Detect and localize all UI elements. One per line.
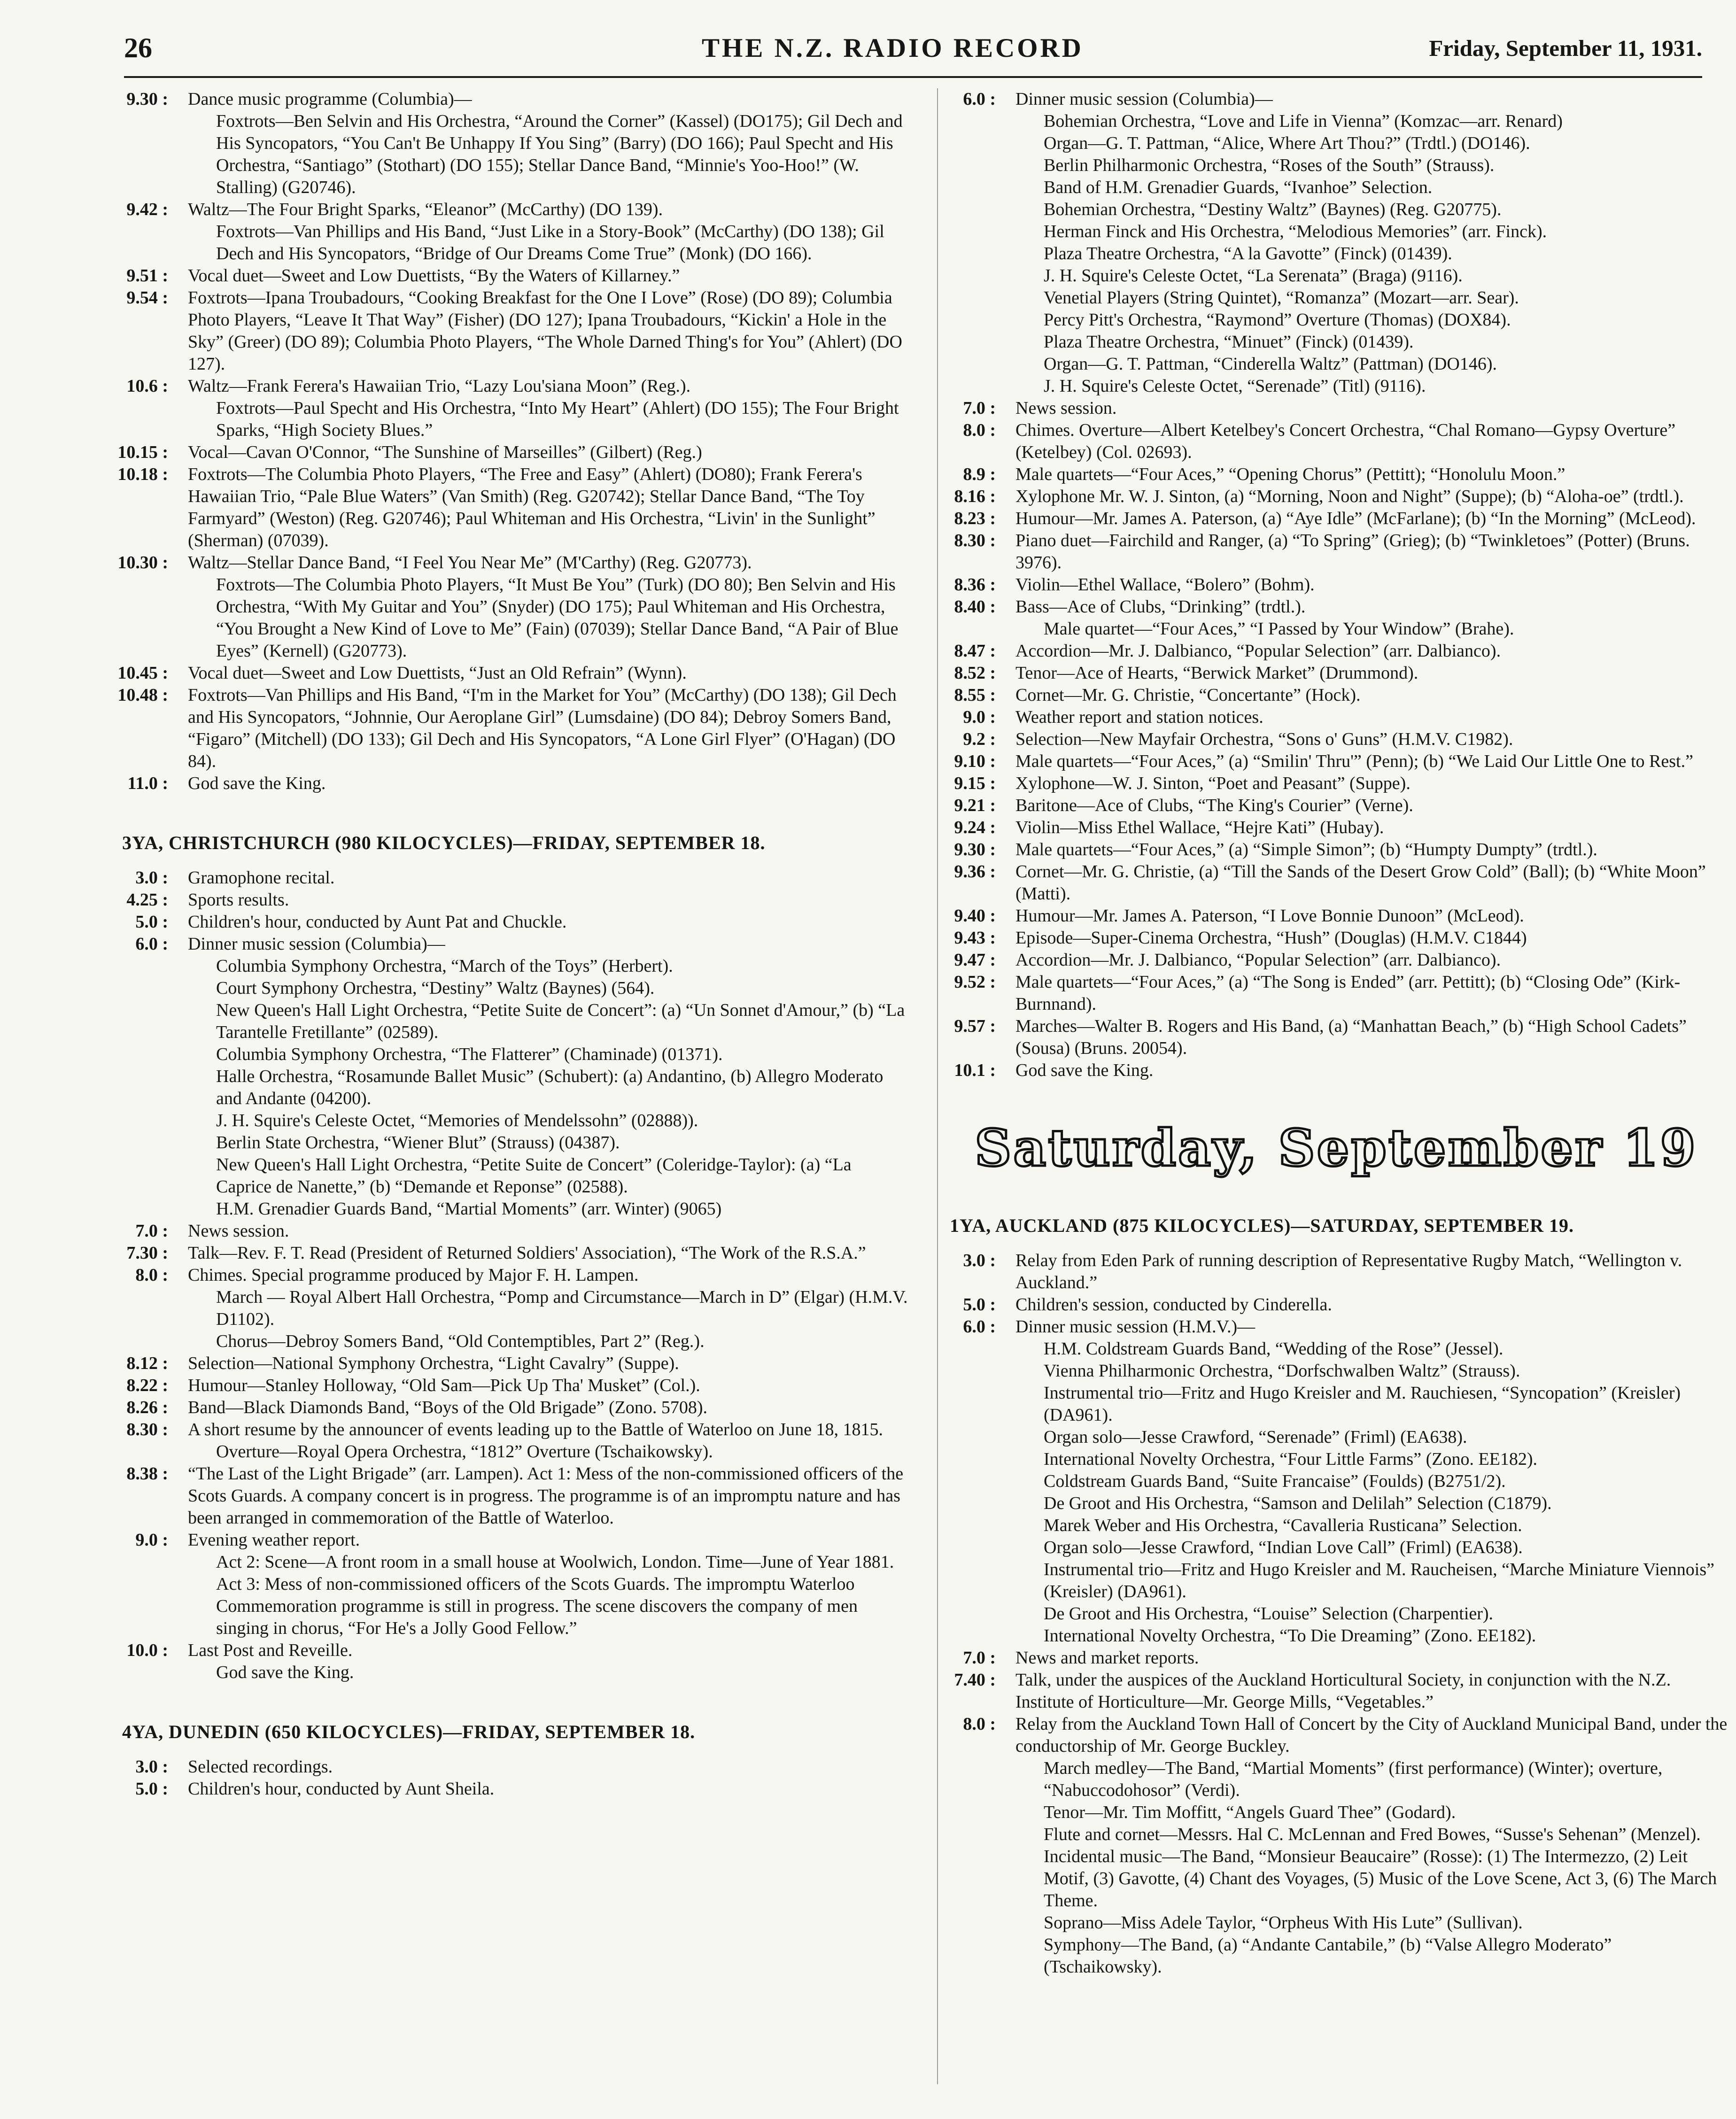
entry-item: Organ—G. T. Pattman, “Cinderella Waltz” (Pattman) (DO146). <box>1044 354 1497 374</box>
entry-time: 8.47 : <box>940 640 996 662</box>
programme-entry <box>113 375 911 441</box>
entry-title: “The Last of the Light Brigade” (arr. Lampen). Act 1: Mess of the non-commissioned officers of the Scots Guards. A company concert is in progress. The programme is of an impromptu nature and has been arranged in commemoration of the Battle of Waterloo. <box>188 1464 904 1528</box>
entry-time: 5.0 : <box>113 1778 168 1800</box>
entry-title: Children's hour, conducted by Aunt Pat and Chuckle. <box>188 912 567 932</box>
entry-item: Vienna Philharmonic Orchestra, “Dorfschwalben Waltz” (Strauss). <box>1044 1361 1520 1381</box>
right-column <box>937 88 1732 2084</box>
entry-title: Relay from Eden Park of running description of Representative Rugby Match, “Wellington v. Auckland.” <box>1015 1251 1682 1292</box>
entry-time: 10.0 : <box>113 1640 168 1662</box>
entry-time: 10.45 : <box>113 662 168 684</box>
entry-title: Dinner music session (Columbia)— <box>188 934 445 954</box>
day-heading: Saturday, September 19 <box>975 1119 1697 1178</box>
entry-time: 6.0 : <box>940 88 996 110</box>
entry-time: 9.54 : <box>113 287 168 309</box>
entry-item: Foxtrots—Ben Selvin and His Orchestra, “Around the Corner” (Kassel) (DO175); Gil Dech and His Syncopators, “You Can't Be Unhappy If You Sing” (Barry) (DO 166); Paul Specht and His Orchestra, “Santiago” (Stothart) (DO 155); Stellar Dance Band, “Minnie's Yoo-Hoo!” (W. Stalling) (G20746). <box>216 111 903 197</box>
entry-time: 9.21 : <box>940 795 996 817</box>
entry-title: Selection—National Symphony Orchestra, “Light Cavalry” (Suppe). <box>188 1353 679 1373</box>
programme-entry <box>113 1778 911 1800</box>
entry-time: 8.12 : <box>113 1353 168 1375</box>
entry-title: Male quartets—“Four Aces,” “Opening Chorus” (Pettitt); “Honolulu Moon.” <box>1015 464 1566 484</box>
entry-time: 8.0 : <box>940 1713 996 1735</box>
programme-entry <box>940 397 1732 419</box>
entry-title: Foxtrots—Van Phillips and His Band, “I'm in the Market for You” (McCarthy) (DO 138); Gil Dech and His Syncopators, “Johnnie, Our Aeroplane Girl” (Lumsdaine) (DO 84); Debroy Somers Band, “Figaro” (Mitchell) (DO 133); Gil Dech and His Syncopators, “A Lone Girl Flyer” (O'Hagan) (DO 84). <box>188 685 897 771</box>
entry-title: Cornet—Mr. G. Christie, (a) “Till the Sands of the Desert Grow Cold” (Ball); (b) “White Moon” (Matti). <box>1015 862 1706 904</box>
entry-time: 8.9 : <box>940 464 996 486</box>
entry-item: Flute and cornet—Messrs. Hal C. McLennan and Fred Bowes, “Susse's Sehenan” (Menzel). <box>1044 1825 1701 1844</box>
programme-entry <box>113 1242 911 1264</box>
programme-entry <box>113 911 911 933</box>
entry-title: Marches—Walter B. Rogers and His Band, (a) “Manhattan Beach,” (b) “High School Cadets” (Sousa) (Bruns. 20054). <box>1015 1016 1687 1058</box>
entry-title: Dinner music session (H.M.V.)— <box>1015 1317 1256 1337</box>
entry-title: News session. <box>188 1221 289 1241</box>
programme-entry <box>113 1756 911 1778</box>
programme-entry <box>940 88 1732 397</box>
entry-item: Instrumental trio—Fritz and Hugo Kreisler and M. Rauchiesen, “Syncopation” (Kreisler) (DA961). <box>1044 1383 1681 1425</box>
entry-item: Foxtrots—Van Phillips and His Band, “Just Like in a Story-Book” (McCarthy) (DO 138); Gil Dech and His Syncopators, “Bridge of Our Dreams Come True” (Monk) (DO 166). <box>216 222 884 263</box>
programme-entry <box>113 1419 911 1463</box>
entry-title: Chimes. Special programme produced by Major F. H. Lampen. <box>188 1265 639 1285</box>
programme-entry <box>940 640 1732 662</box>
entry-item: Bohemian Orchestra, “Destiny Waltz” (Baynes) (Reg. G20775). <box>1044 200 1502 219</box>
entry-item: Bohemian Orchestra, “Love and Life in Vienna” (Komzac—arr. Renard) <box>1044 111 1563 131</box>
entry-item: Court Symphony Orchestra, “Destiny” Waltz (Baynes) (564). <box>216 978 655 998</box>
entry-item: Band of H.M. Grenadier Guards, “Ivanhoe” Selection. <box>1044 178 1433 197</box>
entry-title: Piano duet—Fairchild and Ranger, (a) “To Spring” (Grieg); (b) “Twinkletoes” (Potter) (Bruns. 3976). <box>1015 531 1690 572</box>
entry-item: Chorus—Debroy Somers Band, “Old Contemptibles, Part 2” (Reg.). <box>216 1331 705 1351</box>
entry-title: Gramophone recital. <box>188 868 335 888</box>
programme-entry <box>940 1250 1732 1294</box>
entry-item: Symphony—The Band, (a) “Andante Cantabile,” (b) “Valse Allegro Moderato” (Tschaikowsky). <box>1044 1935 1612 1977</box>
entry-title: Dinner music session (Columbia)— <box>1015 89 1273 109</box>
entry-item: God save the King. <box>216 1663 354 1682</box>
programme-entry <box>940 839 1732 861</box>
programme-entry <box>113 662 911 684</box>
entry-item: International Novelty Orchestra, “Four Little Farms” (Zono. EE182). <box>1044 1449 1538 1469</box>
entry-time: 8.30 : <box>940 530 996 552</box>
entry-time: 8.55 : <box>940 684 996 706</box>
entry-title: Foxtrots—The Columbia Photo Players, “The Free and Easy” (Ahlert) (DO80); Frank Ferera's Hawaiian Trio, “Pale Blue Waters” (Van Smith) (Reg. G20742); Stellar Dance Band, “The Toy Farmyard” (Weston) (Reg. G20746); Paul Whiteman and His Orchestra, “Livin' in the Sunlight” (Sherman) (07039). <box>188 464 876 550</box>
programme-entry <box>940 574 1732 596</box>
entry-title: Selection—New Mayfair Orchestra, “Sons o' Guns” (H.M.V. C1982). <box>1015 729 1513 749</box>
entry-title: Talk, under the auspices of the Auckland Horticultural Society, in conjunction with the N.Z. Institute of Horticulture—Mr. George Mills, “Vegetables.” <box>1015 1670 1671 1712</box>
programme-entry <box>113 1264 911 1353</box>
entry-time: 3.0 : <box>113 1756 168 1778</box>
entry-title: Children's hour, conducted by Aunt Sheila. <box>188 1779 495 1799</box>
entry-title: Dance music programme (Columbia)— <box>188 89 472 109</box>
programme-entry <box>940 750 1732 773</box>
programme-entry <box>940 419 1732 464</box>
programme-entry <box>940 861 1732 905</box>
entry-title: Bass—Ace of Clubs, “Drinking” (trdtl.). <box>1015 597 1306 617</box>
entry-time: 11.0 : <box>113 773 168 795</box>
programme-entry <box>940 773 1732 795</box>
programme-entry <box>940 1294 1732 1316</box>
entry-title: Sports results. <box>188 890 289 910</box>
header-rule <box>124 76 1702 78</box>
entry-time: 9.30 : <box>113 88 168 110</box>
entry-title: Waltz—Frank Ferera's Hawaiian Trio, “Lazy Lou'siana Moon” (Reg.). <box>188 376 691 396</box>
entry-item: De Groot and His Orchestra, “Samson and Delilah” Selection (C1879). <box>1044 1493 1552 1513</box>
programme-entry <box>940 817 1732 839</box>
entry-time: 8.23 : <box>940 508 996 530</box>
entry-item: Organ—G. T. Pattman, “Alice, Where Art Thou?” (Trdtl.) (DO146). <box>1044 133 1530 153</box>
entry-time: 4.25 : <box>113 889 168 911</box>
entry-time: 8.52 : <box>940 662 996 684</box>
entry-time: 6.0 : <box>940 1316 996 1338</box>
entry-item: Organ solo—Jesse Crawford, “Indian Love Call” (Friml) (EA638). <box>1044 1538 1523 1557</box>
entry-time: 8.38 : <box>113 1463 168 1485</box>
entry-time: 3.0 : <box>113 867 168 889</box>
entry-item: International Novelty Orchestra, “To Die Dreaming” (Zono. EE182). <box>1044 1626 1536 1646</box>
programme-entry <box>940 1015 1732 1060</box>
entry-title: God save the King. <box>188 773 326 793</box>
issue-date: Friday, September 11, 1931. <box>1429 35 1702 61</box>
programme-entry <box>940 464 1732 486</box>
entry-item: H.M. Coldstream Guards Band, “Wedding of the Rose” (Jessel). <box>1044 1339 1504 1359</box>
entry-item: Herman Finck and His Orchestra, “Melodious Memories” (arr. Finck). <box>1044 222 1547 241</box>
entry-title: Humour—Mr. James A. Paterson, “I Love Bonnie Dunoon” (McLeod). <box>1015 906 1524 926</box>
station-heading: 4YA, DUNEDIN (650 KILOCYCLES)—FRIDAY, SEPTEMBER 18. <box>122 1721 696 1742</box>
programme-entry <box>940 795 1732 817</box>
entry-item: J. H. Squire's Celeste Octet, “Memories of Mendelssohn” (02888)). <box>216 1111 698 1130</box>
entry-item: New Queen's Hall Light Orchestra, “Petite Suite de Concert”: (a) “Un Sonnet d'Amour,” (b) “La Tarantelle Fretillante” (02589). <box>216 1000 905 1042</box>
publication-title: THE N.Z. RADIO RECORD <box>702 33 1084 63</box>
programme-entry <box>940 971 1732 1015</box>
entry-item: Coldstream Guards Band, “Suite Francaise” (Foulds) (B2751/2). <box>1044 1471 1506 1491</box>
entry-title: Waltz—The Four Bright Sparks, “Eleanor” (McCarthy) (DO 139). <box>188 200 663 219</box>
entry-time: 7.0 : <box>940 1647 996 1669</box>
programme-entry <box>113 1220 911 1242</box>
entry-item: H.M. Grenadier Guards Band, “Martial Moments” (arr. Winter) (9065) <box>216 1199 722 1219</box>
entry-time: 9.47 : <box>940 949 996 971</box>
entry-item: Berlin Philharmonic Orchestra, “Roses of the South” (Strauss). <box>1044 155 1495 175</box>
entry-item: March medley—The Band, “Martial Moments” (first performance) (Winter); overture, “Nabuccodohosor” (Verdi). <box>1044 1758 1663 1800</box>
entry-title: News session. <box>1015 398 1117 418</box>
programme-entry <box>113 1463 911 1529</box>
page-number: 26 <box>124 32 152 63</box>
entry-title: Vocal duet—Sweet and Low Duettists, “By the Waters of Killarney.” <box>188 266 680 286</box>
entry-item: Venetial Players (String Quintet), “Romanza” (Mozart—arr. Sear). <box>1044 288 1519 308</box>
entry-item: J. H. Squire's Celeste Octet, “Serenade” (Titl) (9116). <box>1044 376 1426 396</box>
entry-time: 9.57 : <box>940 1015 996 1037</box>
entry-time: 9.42 : <box>113 199 168 221</box>
entry-time: 9.15 : <box>940 773 996 795</box>
entry-title: Chimes. Overture—Albert Ketelbey's Concert Orchestra, “Chal Romano—Gypsy Overture” (Ketelbey) (Col. 02693). <box>1015 420 1676 462</box>
entry-item: Organ solo—Jesse Crawford, “Serenade” (Friml) (EA638). <box>1044 1427 1467 1447</box>
entry-title: Vocal duet—Sweet and Low Duettists, “Just an Old Refrain” (Wynn). <box>188 663 687 683</box>
entry-title: Band—Black Diamonds Band, “Boys of the Old Brigade” (Zono. 5708). <box>188 1398 708 1417</box>
programme-entry <box>940 662 1732 684</box>
entry-title: Vocal—Cavan O'Connor, “The Sunshine of Marseilles” (Gilbert) (Reg.) <box>188 442 702 462</box>
entry-time: 8.40 : <box>940 596 996 618</box>
page-header <box>124 31 1702 84</box>
entry-title: Tenor—Ace of Hearts, “Berwick Market” (Drummond). <box>1015 663 1418 683</box>
entry-title: Evening weather report. <box>188 1530 360 1550</box>
programme-entry <box>113 933 911 1220</box>
programme-entry <box>940 596 1732 640</box>
entry-title: Xylophone Mr. W. J. Sinton, (a) “Morning, Noon and Night” (Suppe); (b) “Aloha-oe” (trdtl.). <box>1015 487 1684 506</box>
programme-entry <box>113 1375 911 1397</box>
entry-item: Plaza Theatre Orchestra, “Minuet” (Finck) (01439). <box>1044 332 1414 352</box>
entry-time: 8.22 : <box>113 1375 168 1397</box>
entry-title: Weather report and station notices. <box>1015 707 1263 727</box>
entry-time: 10.30 : <box>113 552 168 574</box>
entry-item: Columbia Symphony Orchestra, “The Flatterer” (Chaminade) (01371). <box>216 1044 723 1064</box>
entry-title: Cornet—Mr. G. Christie, “Concertante” (Hock). <box>1015 685 1361 705</box>
entry-time: 9.30 : <box>940 839 996 861</box>
entry-time: 10.18 : <box>113 464 168 486</box>
entry-item: Berlin State Orchestra, “Wiener Blut” (Strauss) (04387). <box>216 1133 620 1152</box>
entry-title: Male quartets—“Four Aces,” (a) “Simple Simon”; (b) “Humpty Dumpty” (trdtl.). <box>1015 840 1597 859</box>
entry-item: Instrumental trio—Fritz and Hugo Kreisler and M. Raucheisen, “Marche Miniature Viennois” (Kreisler) (DA961). <box>1044 1560 1714 1601</box>
entry-time: 5.0 : <box>113 911 168 933</box>
entry-time: 9.0 : <box>940 706 996 728</box>
programme-entry <box>940 1060 1732 1082</box>
programme-entry <box>113 88 911 199</box>
entry-time: 5.0 : <box>940 1294 996 1316</box>
entry-time: 9.40 : <box>940 905 996 927</box>
entry-item: Male quartet—“Four Aces,” “I Passed by Your Window” (Brahe). <box>1044 619 1514 639</box>
programme-entry <box>113 1640 911 1684</box>
entry-time: 9.10 : <box>940 750 996 773</box>
entry-item: New Queen's Hall Light Orchestra, “Petite Suite de Concert” (Coleridge-Taylor): (a) “La Caprice de Nanette,” (b) “Demande et Reponse” (02588). <box>216 1155 852 1197</box>
programme-entry <box>940 486 1732 508</box>
entry-item: Act 3: Mess of non-commissioned officers of the Scots Guards. The impromptu Waterloo Commemoration programme is still in progress. The scene discovers the company of men singing in chorus, “For He's a Jolly Good Fellow.” <box>216 1574 858 1638</box>
entry-item: Columbia Symphony Orchestra, “March of the Toys” (Herbert). <box>216 956 673 976</box>
entry-item: March — Royal Albert Hall Orchestra, “Pomp and Circumstance—March in D” (Elgar) (H.M.V. D1102). <box>216 1287 908 1329</box>
programme-entry <box>113 287 911 375</box>
entry-item: Foxtrots—The Columbia Photo Players, “It Must Be You” (Turk) (DO 80); Ben Selvin and His Orchestra, “With My Guitar and You” (Snyder) (DO 175); Paul Whiteman and His Orchestra, “You Brought a New Kind of Love to Me” (Fain) (07039); Stellar Dance Band, “A Pair of Blue Eyes” (Kernell) (G20773). <box>216 575 899 661</box>
entry-title: Accordion—Mr. J. Dalbianco, “Popular Selection” (arr. Dalbianco). <box>1015 641 1501 661</box>
programme-entry <box>940 949 1732 971</box>
entry-item: Tenor—Mr. Tim Moffitt, “Angels Guard Thee” (Godard). <box>1044 1802 1456 1822</box>
programme-entry <box>940 1713 1732 1978</box>
entry-title: Male quartets—“Four Aces,” (a) “Smilin' Thru'” (Penn); (b) “We Laid Our Little One to Rest.” <box>1015 751 1693 771</box>
entry-time: 10.48 : <box>113 684 168 706</box>
programme-entry <box>113 441 911 464</box>
entry-time: 7.0 : <box>940 397 996 419</box>
programme-entry <box>940 1647 1732 1669</box>
entry-time: 8.0 : <box>113 1264 168 1286</box>
entry-title: News and market reports. <box>1015 1648 1199 1668</box>
programme-entry <box>940 706 1732 728</box>
programme-entry <box>940 508 1732 530</box>
entry-item: Foxtrots—Paul Specht and His Orchestra, “Into My Heart” (Ahlert) (DO 155); The Four Bright Sparks, “High Society Blues.” <box>216 398 899 440</box>
station-heading: 3YA, CHRISTCHURCH (980 KILOCYCLES)—FRIDAY, SEPTEMBER 18. <box>122 832 766 853</box>
entry-title: Baritone—Ace of Clubs, “The King's Courier” (Verne). <box>1015 796 1413 815</box>
station-heading: 1YA, AUCKLAND (875 KILOCYCLES)—SATURDAY, SEPTEMBER 19. <box>950 1215 1574 1236</box>
entry-time: 9.52 : <box>940 971 996 993</box>
entry-item: Plaza Theatre Orchestra, “A la Gavotte” (Finck) (01439). <box>1044 244 1452 263</box>
programme-entry <box>940 1669 1732 1713</box>
programme-entry <box>113 199 911 265</box>
programme-entry <box>940 1316 1732 1647</box>
entry-item: J. H. Squire's Celeste Octet, “La Serenata” (Braga) (9116). <box>1044 266 1463 286</box>
entry-time: 8.16 : <box>940 486 996 508</box>
entry-time: 7.30 : <box>113 1242 168 1264</box>
programme-entry <box>113 1353 911 1375</box>
entry-title: Violin—Miss Ethel Wallace, “Hejre Kati” (Hubay). <box>1015 818 1384 837</box>
entry-time: 8.36 : <box>940 574 996 596</box>
entry-title: Children's session, conducted by Cinderella. <box>1015 1295 1332 1315</box>
programme-entry <box>940 728 1732 750</box>
entry-time: 3.0 : <box>940 1250 996 1272</box>
programme-entry <box>113 867 911 889</box>
entry-title: Violin—Ethel Wallace, “Bolero” (Bohm). <box>1015 575 1315 595</box>
entry-title: Humour—Stanley Holloway, “Old Sam—Pick Up Tha' Musket” (Col.). <box>188 1376 700 1395</box>
right-column-body <box>938 88 1732 1978</box>
entry-title: Talk—Rev. F. T. Read (President of Returned Soldiers' Association), “The Work of the R.S.A.” <box>188 1243 866 1263</box>
entry-title: Episode—Super-Cinema Orchestra, “Hush” (Douglas) (H.M.V. C1844) <box>1015 928 1527 948</box>
entry-title: A short resume by the announcer of events leading up to the Battle of Waterloo on June 18, 1815. <box>188 1420 884 1439</box>
programme-entry <box>113 773 911 795</box>
entry-time: 9.24 : <box>940 817 996 839</box>
entry-time: 9.2 : <box>940 728 996 750</box>
entry-item: Marek Weber and His Orchestra, “Cavalleria Rusticana” Selection. <box>1044 1516 1522 1535</box>
entry-time: 6.0 : <box>113 933 168 955</box>
entry-time: 7.0 : <box>113 1220 168 1242</box>
entry-item: Percy Pitt's Orchestra, “Raymond” Overture (Thomas) (DOX84). <box>1044 310 1511 330</box>
entry-item: Incidental music—The Band, “Monsieur Beaucaire” (Rosse): (1) The Intermezzo, (2) Leit Motif, (3) Gavotte, (4) Chant des Voyages, (5) Music of the Love Scene, Act 3, (6) The March Theme. <box>1044 1847 1717 1910</box>
entry-title: Humour—Mr. James A. Paterson, (a) “Aye Idle” (McFarlane); (b) “In the Morning” (McLeod). <box>1015 509 1696 528</box>
entry-time: 10.15 : <box>113 441 168 464</box>
programme-entry <box>940 927 1732 949</box>
programme-entry <box>113 1397 911 1419</box>
entry-item: De Groot and His Orchestra, “Louise” Selection (Charpentier). <box>1044 1604 1494 1624</box>
entry-title: Foxtrots—Ipana Troubadours, “Cooking Breakfast for the One I Love” (Rose) (DO 89); Columbia Photo Players, “Leave It That Way” (Fisher) (DO 127); Ipana Troubadours, “Kickin' a Hole in the Sky” (Greer) (DO 89); Columbia Photo Players, “The Whole Darned Thing's for You” (Ahlert) (DO 127). <box>188 288 902 374</box>
entry-item: Halle Orchestra, “Rosamunde Ballet Music” (Schubert): (a) Andantino, (b) Allegro Moderato and Andante (04200). <box>216 1067 884 1108</box>
entry-time: 8.0 : <box>940 419 996 441</box>
entry-time: 7.40 : <box>940 1669 996 1691</box>
entry-title: Waltz—Stellar Dance Band, “I Feel You Near Me” (M'Carthy) (Reg. G20773). <box>188 553 752 572</box>
programme-entry <box>113 684 911 773</box>
entry-item: Soprano—Miss Adele Taylor, “Orpheus With His Lute” (Sullivan). <box>1044 1913 1523 1933</box>
entry-time: 8.30 : <box>113 1419 168 1441</box>
entry-title: Last Post and Reveille. <box>188 1640 353 1660</box>
programme-entry <box>113 552 911 662</box>
entry-title: God save the King. <box>1015 1060 1154 1080</box>
programme-entry <box>113 464 911 552</box>
programme-entry <box>113 1529 911 1640</box>
programme-entry <box>940 530 1732 574</box>
entry-time: 9.43 : <box>940 927 996 949</box>
entry-title: Selected recordings. <box>188 1757 333 1777</box>
entry-time: 8.26 : <box>113 1397 168 1419</box>
programme-entry <box>940 684 1732 706</box>
entry-title: Male quartets—“Four Aces,” (a) “The Song is Ended” (arr. Pettitt); (b) “Closing Ode” (Kirk-Burnnand). <box>1015 972 1681 1014</box>
entry-time: 9.36 : <box>940 861 996 883</box>
left-column <box>113 88 911 1800</box>
programme-entry <box>113 265 911 287</box>
entry-time: 9.51 : <box>113 265 168 287</box>
entry-item: Overture—Royal Opera Orchestra, “1812” Overture (Tschaikowsky). <box>216 1442 713 1462</box>
entry-time: 10.6 : <box>113 375 168 397</box>
programme-entry <box>113 889 911 911</box>
entry-item: Act 2: Scene—A front room in a small house at Woolwich, London. Time—June of Year 1881. <box>216 1552 894 1572</box>
entry-title: Relay from the Auckland Town Hall of Concert by the City of Auckland Municipal Band, under the conductorship of Mr. George Buckley. <box>1015 1714 1728 1756</box>
entry-time: 10.1 : <box>940 1060 996 1082</box>
entry-title: Accordion—Mr. J. Dalbianco, “Popular Selection” (arr. Dalbianco). <box>1015 950 1501 970</box>
programme-entry <box>940 905 1732 927</box>
entry-time: 9.0 : <box>113 1529 168 1551</box>
entry-title: Xylophone—W. J. Sinton, “Poet and Peasant” (Suppe). <box>1015 773 1410 793</box>
